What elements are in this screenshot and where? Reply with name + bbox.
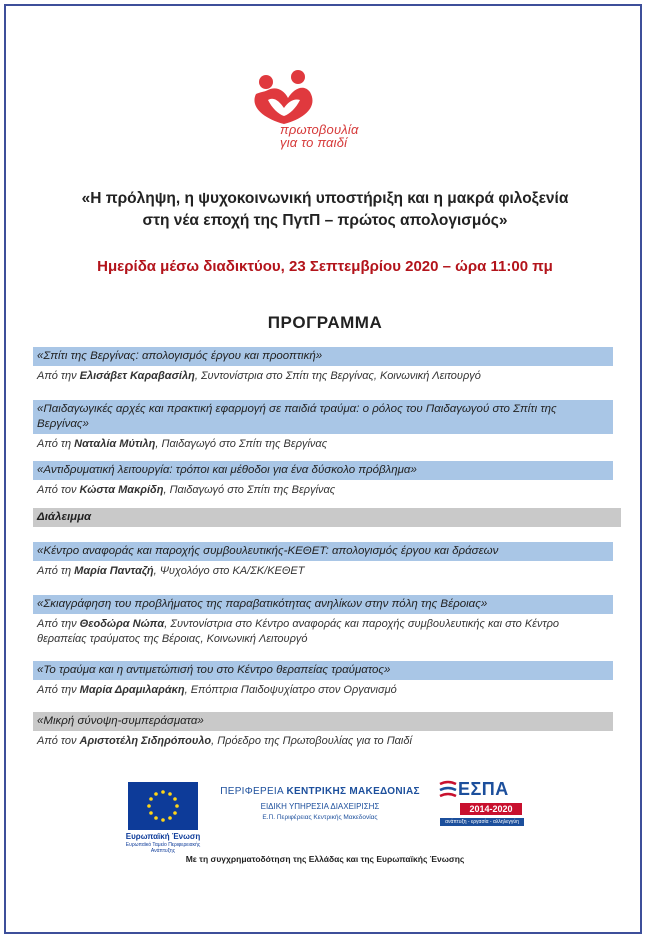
program-item — [33, 661, 613, 698]
program-topic: «Σπίτι της Βεργίνας: απολογισμός έργου και προοπτική» — [33, 347, 613, 366]
speaker-role: , Ψυχολόγο στο ΚΑ/ΣΚ/ΚΕΘΕΤ — [153, 565, 305, 577]
program-speaker-line — [33, 561, 613, 579]
eu-label: Ευρωπαϊκή Ένωση — [125, 832, 201, 841]
speaker-name: Μαρία Πανταζή — [74, 565, 154, 577]
region-bold: ΚΕΝΤΡΙΚΗΣ ΜΑΚΕΔΟΝΙΑΣ — [286, 786, 420, 797]
speaker-prefix: Από τη — [37, 565, 75, 577]
managing-authority: ΕΙΔΙΚΗ ΥΠΗΡΕΣΙΑ ΔΙΑΧΕΙΡΙΣΗΣ — [260, 802, 380, 811]
program-item — [33, 461, 613, 498]
program-item — [33, 400, 613, 452]
program-item — [33, 712, 613, 749]
program-speaker-line — [33, 434, 613, 452]
eu-flag-icon — [128, 782, 198, 830]
program-topic: «Κέντρο αναφοράς και παροχής συμβουλευτικής-ΚΕΘΕΤ: απολογισμός έργου και δράσεων — [33, 542, 613, 561]
program-speaker-line — [33, 480, 613, 498]
program-speaker-line — [33, 614, 613, 647]
speaker-name: Ελισάβετ Καραβασίλη — [79, 370, 195, 382]
speaker-role: , Παιδαγωγό στο Σπίτι της Βεργίνας — [155, 438, 328, 450]
speaker-role: , Επόπτρια Παιδοψυχίατρο στον Οργανισμό — [184, 684, 397, 696]
speaker-name: Αριστοτέλη Σιδηρόπουλο — [79, 735, 212, 747]
event-title — [20, 188, 630, 232]
speaker-name: Μαρία Δραμιλαράκη — [79, 684, 185, 696]
speaker-prefix: Από την — [37, 370, 80, 382]
program-topic: «Αντιδρυματική λειτουργία: τρόποι και μέθοδοι για ένα δύσκολο πρόβλημα» — [33, 461, 613, 480]
eu-sublabel: Ευρωπαϊκό Ταμείο Περιφερειακής Ανάπτυξης — [125, 842, 201, 854]
program-item — [33, 347, 613, 384]
program-topic: «Σκιαγράφηση του προβλήματος της παραβατικότητας ανηλίκων στην πόλη της Βέροιας» — [33, 595, 613, 614]
speaker-prefix: Από τη — [37, 438, 75, 450]
speaker-role: , Παιδαγωγό στο Σπίτι της Βεργίνας — [163, 484, 336, 496]
program-topic: «Το τραύμα και η αντιμετώπισή του στο Κέντρο θεραπείας τραύματος» — [33, 661, 613, 680]
speaker-prefix: Από τον — [37, 735, 80, 747]
operational-program: Ε.Π. Περιφέρειας Κεντρικής Μακεδονίας — [262, 814, 378, 821]
region-prefix: ΠΕΡΙΦΕΡΕΙΑ — [220, 786, 287, 797]
event-date: Ημερίδα μέσω διαδικτύου, 23 Σεπτεμβρίου 2020 – ώρα 11:00 πμ — [97, 258, 553, 275]
program-speaker-line — [33, 680, 613, 698]
speaker-name: Ναταλία Μύτιλη — [74, 438, 156, 450]
espa-years: 2014-2020 — [460, 803, 522, 815]
program-item — [33, 542, 613, 579]
espa-wave-icon — [438, 780, 458, 802]
speaker-name: Θεοδώρα Νώπα — [79, 618, 165, 630]
eu-stars-icon — [128, 782, 198, 830]
speaker-name: Κώστα Μακρίδη — [79, 484, 164, 496]
logo-wordmark — [280, 123, 359, 149]
logo-line-2: για το παιδί — [280, 135, 348, 150]
speaker-role: , Πρόεδρο της Πρωτοβουλίας για το Παιδί — [211, 735, 412, 747]
program-item — [33, 595, 613, 647]
heart-figures-icon — [250, 68, 320, 128]
program-speaker-line — [33, 366, 613, 384]
program-topic: «Μικρή σύνοψη-συμπεράσματα» — [33, 712, 613, 731]
espa-title: ΕΣΠΑ — [458, 779, 509, 799]
program-topic: «Παιδαγωγικές αρχές και πρακτική εφαρμογή σε παιδιά τραύμα: ο ρόλος του Παιδαγωγού στο Σπίτι της Βεργίνας» — [33, 400, 613, 434]
speaker-role: , Συντονίστρια στο Κέντρο αναφοράς και παροχής συμβουλευτικής και στο Κέντρο θεραπείας τραύματος της Βέροιας, Κοινωνική Λειτουργό — [37, 618, 560, 645]
speaker-prefix: Από την — [37, 618, 80, 630]
organization-logo — [250, 68, 410, 163]
logo-line-1: πρωτοβουλία — [280, 122, 359, 137]
break-bar: Διάλειμμα — [33, 508, 621, 527]
event-title-line-1: «Η πρόληψη, η ψυχοκοινωνική υποστήριξη και η μακρά φιλοξενία — [81, 190, 569, 207]
speaker-prefix: Από τον — [37, 484, 80, 496]
region-name — [215, 786, 425, 797]
espa-tagline: ανάπτυξη - εργασία - αλληλεγγύη — [440, 818, 524, 826]
event-title-line-2: στη νέα εποχή της ΠγτΠ – πρώτος απολογισμός» — [142, 212, 508, 229]
speaker-prefix: Από την — [37, 684, 80, 696]
funding-note: Με τη συγχρηματοδότηση της Ελλάδας και της Ευρωπαϊκής Ένωσης — [185, 854, 465, 864]
program-heading: ΠΡΟΓΡΑΜΜΑ — [267, 313, 383, 332]
program-speaker-line — [33, 731, 613, 749]
speaker-role: , Συντονίστρια στο Σπίτι της Βεργίνας, Κοινωνική Λειτουργό — [194, 370, 481, 382]
